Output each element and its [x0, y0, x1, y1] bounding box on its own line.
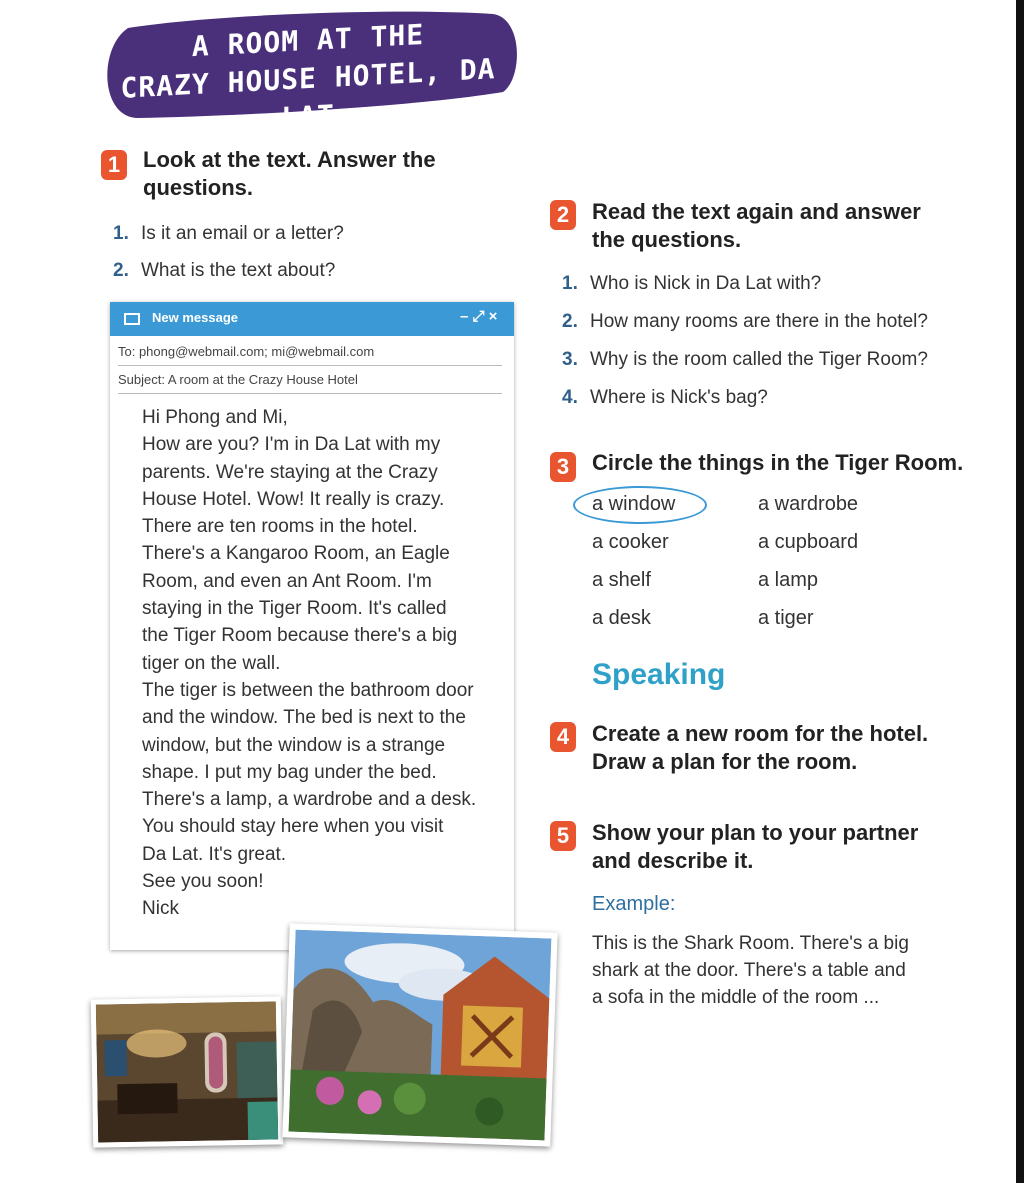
task-1-question-2 — [113, 259, 335, 283]
task-2-line-1: Read the text again and answer — [592, 199, 921, 224]
window-controls: – ⤢ × — [460, 308, 498, 325]
email-line: House Hotel. Wow! It really is crazy. — [142, 488, 445, 510]
task-1-line-2: questions. — [143, 175, 254, 200]
example-line: a sofa in the middle of the room ... — [592, 987, 880, 1008]
example-line: shark at the door. There's a table and — [592, 960, 906, 981]
email-line: There are ten rooms in the hotel. — [142, 516, 418, 538]
email-line: tiger on the wall. — [142, 652, 281, 674]
task-2-question-3 — [562, 348, 928, 372]
task-2-question-1 — [562, 272, 821, 296]
choice-item: a wardrobe — [758, 493, 859, 515]
email-line: the Tiger Room because there's a big — [142, 625, 458, 647]
page-edge — [1016, 0, 1024, 1183]
page-title — [98, 11, 518, 147]
question-text: Who is Nick in Da Lat with? — [590, 273, 822, 294]
question-text: What is the text about? — [141, 260, 336, 281]
task-4-line-1: Create a new room for the hotel. — [592, 721, 929, 746]
interior-photo — [91, 996, 284, 1147]
email-line: shape. I put my bag under the bed. — [142, 761, 437, 783]
task-3-number-badge: 3 — [550, 452, 576, 482]
email-window — [110, 302, 514, 950]
question-number: 2. — [562, 311, 578, 332]
question-text: Why is the room called the Tiger Room? — [590, 349, 928, 370]
question-number: 1. — [562, 273, 578, 294]
task-2-question-4 — [562, 386, 768, 410]
email-line: See you soon! — [142, 871, 264, 893]
email-line: How are you? I'm in Da Lat with my — [142, 434, 441, 456]
task-2-number-badge: 2 — [550, 200, 576, 230]
title-banner — [98, 8, 518, 135]
question-number: 1. — [113, 223, 129, 244]
envelope-icon — [124, 313, 140, 325]
task-2-question-2 — [562, 310, 928, 334]
choice-item: a window — [592, 493, 676, 515]
title-line-1: A ROOM AT THE — [191, 17, 425, 64]
example-label: Example: — [592, 893, 676, 915]
question-number: 4. — [562, 387, 578, 408]
task-4-number-badge: 4 — [550, 722, 576, 752]
choice-item: a tiger — [758, 607, 814, 629]
question-text: How many rooms are there in the hotel? — [590, 311, 928, 332]
task-1-question-1 — [113, 222, 344, 246]
email-line: parents. We're staying at the Crazy — [142, 461, 438, 483]
task-1-instruction — [143, 146, 436, 202]
example-text — [592, 930, 972, 1011]
task-5-line-1: Show your plan to your partner — [592, 820, 919, 845]
question-text: Is it an email or a letter? — [141, 223, 344, 244]
task-4-line-2: Draw a plan for the room. — [592, 749, 858, 774]
email-line: The tiger is between the bathroom door — [142, 679, 474, 701]
email-to-field: To: phong@webmail.com; mi@webmail.com — [118, 344, 502, 366]
email-subject-field: Subject: A room at the Crazy House Hotel — [118, 372, 502, 394]
example-line: This is the Shark Room. There's a big — [592, 933, 909, 954]
exterior-photo-image — [289, 930, 552, 1141]
email-line: Da Lat. It's great. — [142, 843, 287, 865]
email-line: window, but the window is a strange — [142, 734, 446, 756]
task-5-number-badge: 5 — [550, 821, 576, 851]
exterior-photo — [282, 923, 557, 1146]
email-body — [142, 404, 504, 923]
task-5-instruction — [592, 819, 918, 875]
title-line-2: CRAZY HOUSE HOTEL, DA LAT — [120, 52, 496, 135]
choice-item: a desk — [592, 607, 651, 629]
choice-item: a lamp — [758, 569, 819, 591]
email-line: Hi Phong and Mi, — [142, 407, 288, 428]
speaking-heading: Speaking — [592, 658, 726, 691]
email-line: Nick — [142, 898, 179, 920]
email-bar-label: New message — [152, 310, 238, 325]
email-line: and the window. The bed is next to the — [142, 707, 466, 729]
email-line: Room, and even an Ant Room. I'm — [142, 570, 432, 592]
task-4-instruction — [592, 720, 928, 776]
task-3-instruction: Circle the things in the Tiger Room. — [592, 450, 964, 475]
task-2-line-2: the questions. — [592, 227, 742, 252]
choice-item: a shelf — [592, 569, 651, 591]
question-number: 2. — [113, 260, 129, 281]
task-2-instruction — [592, 198, 921, 254]
interior-photo-image — [96, 1001, 278, 1142]
task-5-line-2: and describe it. — [592, 848, 754, 873]
email-line: You should stay here when you visit — [142, 816, 444, 838]
choice-item: a cooker — [592, 531, 669, 553]
email-line: There's a lamp, a wardrobe and a desk. — [142, 789, 477, 811]
question-number: 3. — [562, 349, 578, 370]
email-line: staying in the Tiger Room. It's called — [142, 598, 447, 620]
question-text: Where is Nick's bag? — [590, 387, 768, 408]
choice-item: a cupboard — [758, 531, 859, 553]
task-1-line-1: Look at the text. Answer the — [143, 147, 436, 172]
task-1-number-badge: 1 — [101, 150, 127, 180]
email-title-bar — [110, 302, 514, 336]
email-line: There's a Kangaroo Room, an Eagle — [142, 543, 450, 565]
